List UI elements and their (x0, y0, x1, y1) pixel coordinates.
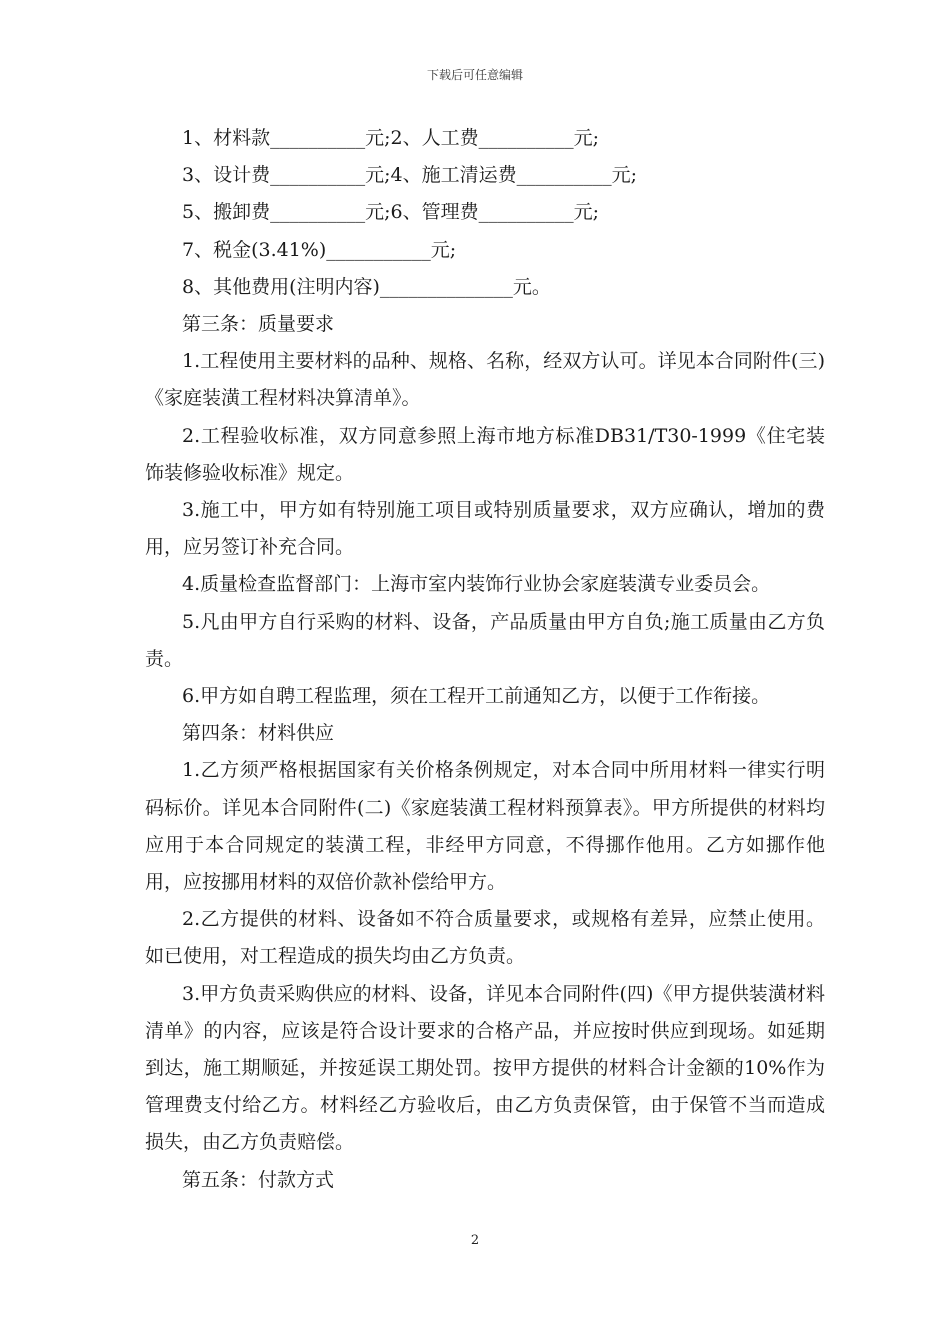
page-number: 2 (470, 1233, 480, 1248)
header-note: 下载后可任意编辑 (426, 68, 523, 82)
section-3-item-4: 4.质量检查监督部门：上海市室内装饰行业协会家庭装潢专业委员会。 (182, 573, 771, 596)
section-4-item-2: 2.乙方提供的材料、设备如不符合质量要求，或规格有差异，应禁止使用。如已使用，对工程造成的损失均由乙方负责。 (145, 908, 825, 968)
section-3-item-5: 5.凡由甲方自行采购的材料、设备，产品质量由甲方自负;施工质量由乙方负责。 (145, 610, 825, 670)
section-3-item-2: 2.工程验收标准，双方同意参照上海市地方标准DB31/T30-1999《住宅装饰装修验收标准》规定。 (145, 424, 825, 484)
section-3-title: 第三条：质量要求 (182, 313, 335, 336)
fee-line-2: 3、设计费__________元;4、施工清运费__________元; (182, 164, 637, 187)
section-3-item-6: 6.甲方如自聘工程监理，须在工程开工前通知乙方，以便于工作衔接。 (182, 685, 771, 708)
fee-line-1: 1、材料款__________元;2、人工费__________元; (182, 127, 599, 149)
fee-line-4: 7、税金(3.41%)___________元; (182, 238, 457, 261)
fee-line-3: 5、搬卸费__________元;6、管理费__________元; (182, 201, 599, 224)
section-5-title: 第五条：付款方式 (182, 1168, 335, 1191)
fee-line-5: 8、其他费用(注明内容)______________元。 (182, 275, 551, 298)
section-4-item-1: 1.乙方须严格根据国家有关价格条例规定，对本合同中所用材料一律实行明码标价。详见本合同附件(二)《家庭装潢工程材料预算表》。甲方所提供的材料均应用于本合同规定的装潢工程，非经甲方同意，不得挪作他用。乙方如挪作他用，应按挪用材料的双倍价款补偿给甲方。 (145, 759, 825, 894)
document-body (145, 120, 825, 1199)
section-3-item-3: 3.施工中，甲方如有特别施工项目或特别质量要求，双方应确认，增加的费用，应另签订补充合同。 (145, 499, 825, 559)
section-4-title: 第四条：材料供应 (182, 722, 335, 745)
section-3-item-1: 1.工程使用主要材料的品种、规格、名称，经双方认可。详见本合同附件(三)《家庭装潢工程材料决算清单》。 (145, 350, 825, 410)
section-4-item-3: 3.甲方负责采购供应的材料、设备，详见本合同附件(四)《甲方提供装潢材料清单》的内容，应该是符合设计要求的合格产品，并应按时供应到现场。如延期到达，施工期顺延，并按延误工期处罚。按甲方提供的材料合计金额的10%作为管理费支付给乙方。材料经乙方验收后，由乙方负责保管，由于保管不当而造成损失，由乙方负责赔偿。 (145, 982, 825, 1154)
